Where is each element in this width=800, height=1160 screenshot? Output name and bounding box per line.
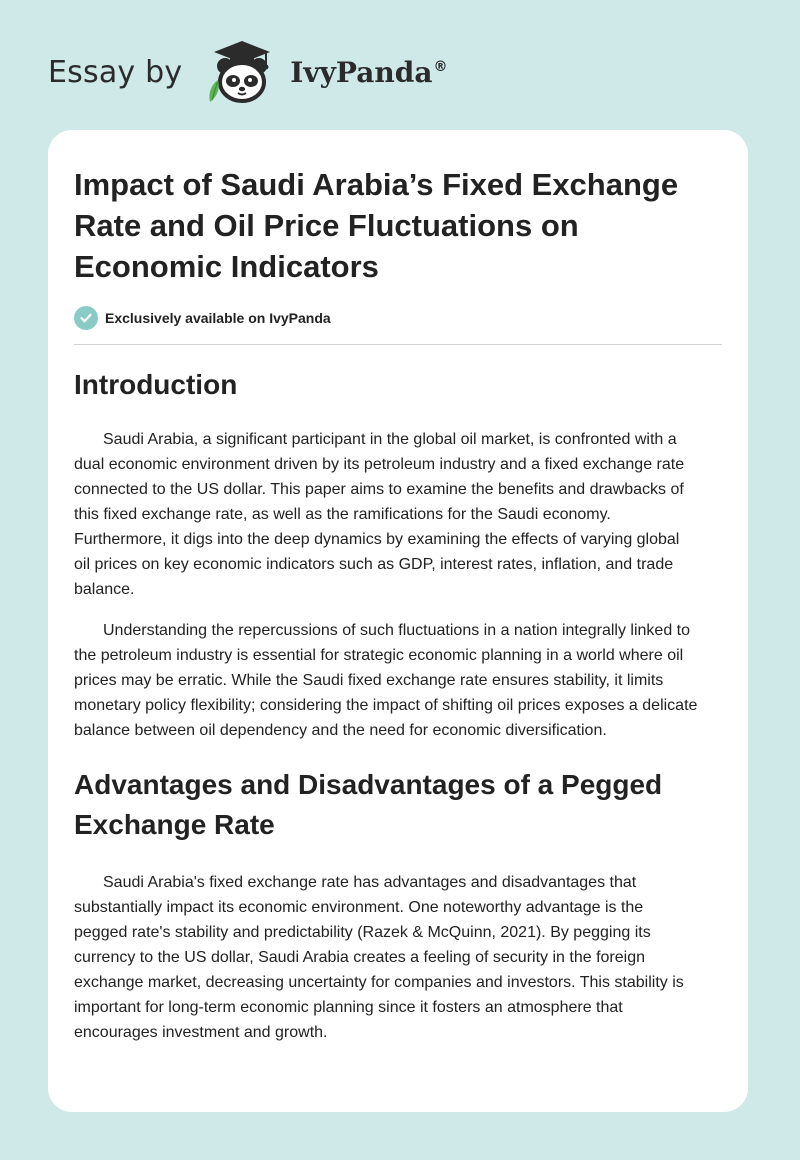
brand-header[interactable] <box>48 36 447 108</box>
panda-graduate-icon <box>200 36 284 108</box>
paragraph: Saudi Arabia's fixed exchange rate has advantages and disadvantages that substantially impact its economic environment. One noteworthy advantage is the pegged rate's stability and predictability (Razek & McQuinn, 2021). By pegging its currency to the US dollar, Saudi Arabia creates a feeling of security in the foreign exchange market, decreasing uncertainty for companies and investors. This stability is important for long-term economic planning since it fosters an atmosphere that encourages investment and growth. <box>74 874 684 1041</box>
essay-card <box>48 130 748 1112</box>
title-divider <box>74 344 722 345</box>
essay-content <box>74 160 722 1045</box>
essay-title: Impact of Saudi Arabia’s Fixed Exchange Rate and Oil Price Fluctuations on Economic Indicators <box>74 167 679 284</box>
brand-prefix: Essay by <box>48 54 183 90</box>
check-circle-icon <box>74 306 98 330</box>
badge-text: Exclusively available on IvyPanda <box>105 310 331 326</box>
registered-mark: ® <box>433 59 448 76</box>
exclusive-badge <box>74 305 722 331</box>
section-heading-pegged-rate: Advantages and Disadvantages of a Pegged Exchange Rate <box>74 769 663 840</box>
brand-name: IvyPanda® <box>290 55 448 89</box>
paragraph: Saudi Arabia, a significant participant in the global oil market, is confronted with a dual economic environment driven by its petroleum industry and a fixed exchange rate connected to the US dollar. This paper aims to examine the benefits and drawbacks of this fixed exchange rate, as well as the ramifications for the Saudi economy. Furthermore, it digs into the deep dynamics by examining the effects of varying global oil prices on key economic indicators such as GDP, interest rates, inflation, and trade balance. <box>74 431 685 598</box>
paragraph: Understanding the repercussions of such fluctuations in a nation integrally linked to the petroleum industry is essential for strategic economic planning in a world where oil prices may be erratic. While the Saudi fixed exchange rate ensures stability, it limits monetary policy flexibility; considering the impact of shifting oil prices exposes a delicate balance between oil dependency and the need for economic diversification. <box>74 622 698 739</box>
section-heading-introduction: Introduction <box>74 369 238 400</box>
